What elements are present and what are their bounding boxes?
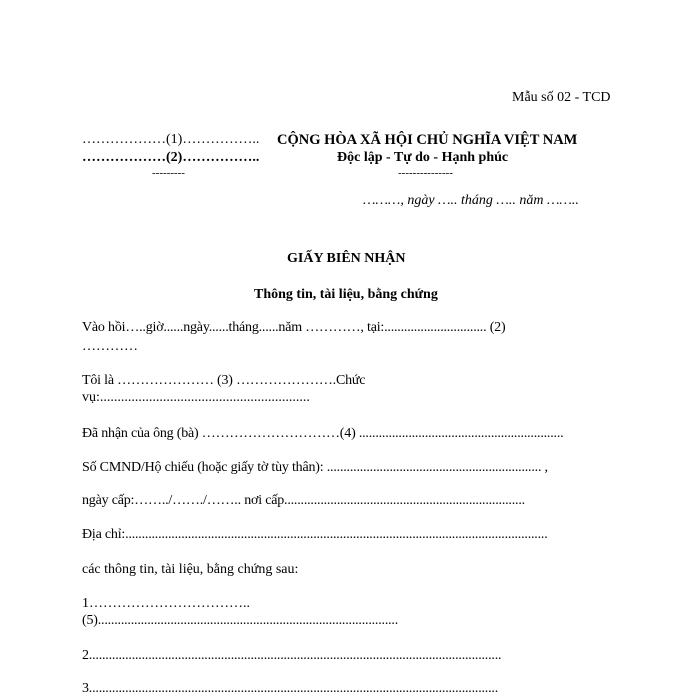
agency-line-1: ………………(1)……………..	[82, 132, 260, 147]
item-2: 2.............................................................................................................................	[82, 648, 502, 663]
id-line: Số CMND/Hộ chiếu (hoặc giấy tờ tùy thân): ................................................................. ,	[82, 460, 548, 475]
item-3: 3............................................................................................................................	[82, 681, 499, 696]
items-intro: các thông tin, tài liệu, bằng chứng sau:	[82, 562, 299, 577]
item-1: 1……………………………..	[82, 596, 250, 611]
issue-line: ngày cấp:……../……./…….. nơi cấp.........................................................................	[82, 493, 525, 508]
form-code: Mẫu số 02 - TCD	[512, 90, 611, 105]
date-line: ………, ngày ….. tháng ….. năm ……..	[363, 193, 579, 208]
national-rule: ---------------	[398, 167, 453, 179]
giver-line: Đã nhận của ông (bà) …………………………(4) ..............................................................	[82, 426, 564, 441]
document-title: GIẤY BIÊN NHẬN	[287, 251, 406, 266]
agency-rule: ---------	[152, 167, 185, 179]
receiver-line: Tôi là ………………… (3) ………………….Chức	[82, 373, 366, 388]
agency-line-2: ………………(2)……………..	[82, 150, 260, 165]
national-motto: Độc lập - Tự do - Hạnh phúc	[337, 150, 509, 165]
time-place-line: Vào hồi…..giờ......ngày......tháng......năm …………, tại:............................... (2)	[82, 320, 506, 335]
position-line: vụ:............................................................	[82, 390, 310, 405]
document-subtitle: Thông tin, tài liệu, bằng chứng	[254, 287, 438, 302]
address-line: Địa chỉ:................................................................................................................................	[82, 527, 548, 542]
item-1-note: (5)...........................................................................................	[82, 613, 399, 628]
national-title: CỘNG HÒA XÃ HỘI CHỦ NGHĨA VIỆT NAM	[277, 132, 578, 148]
time-place-line-cont: …………	[82, 339, 138, 354]
